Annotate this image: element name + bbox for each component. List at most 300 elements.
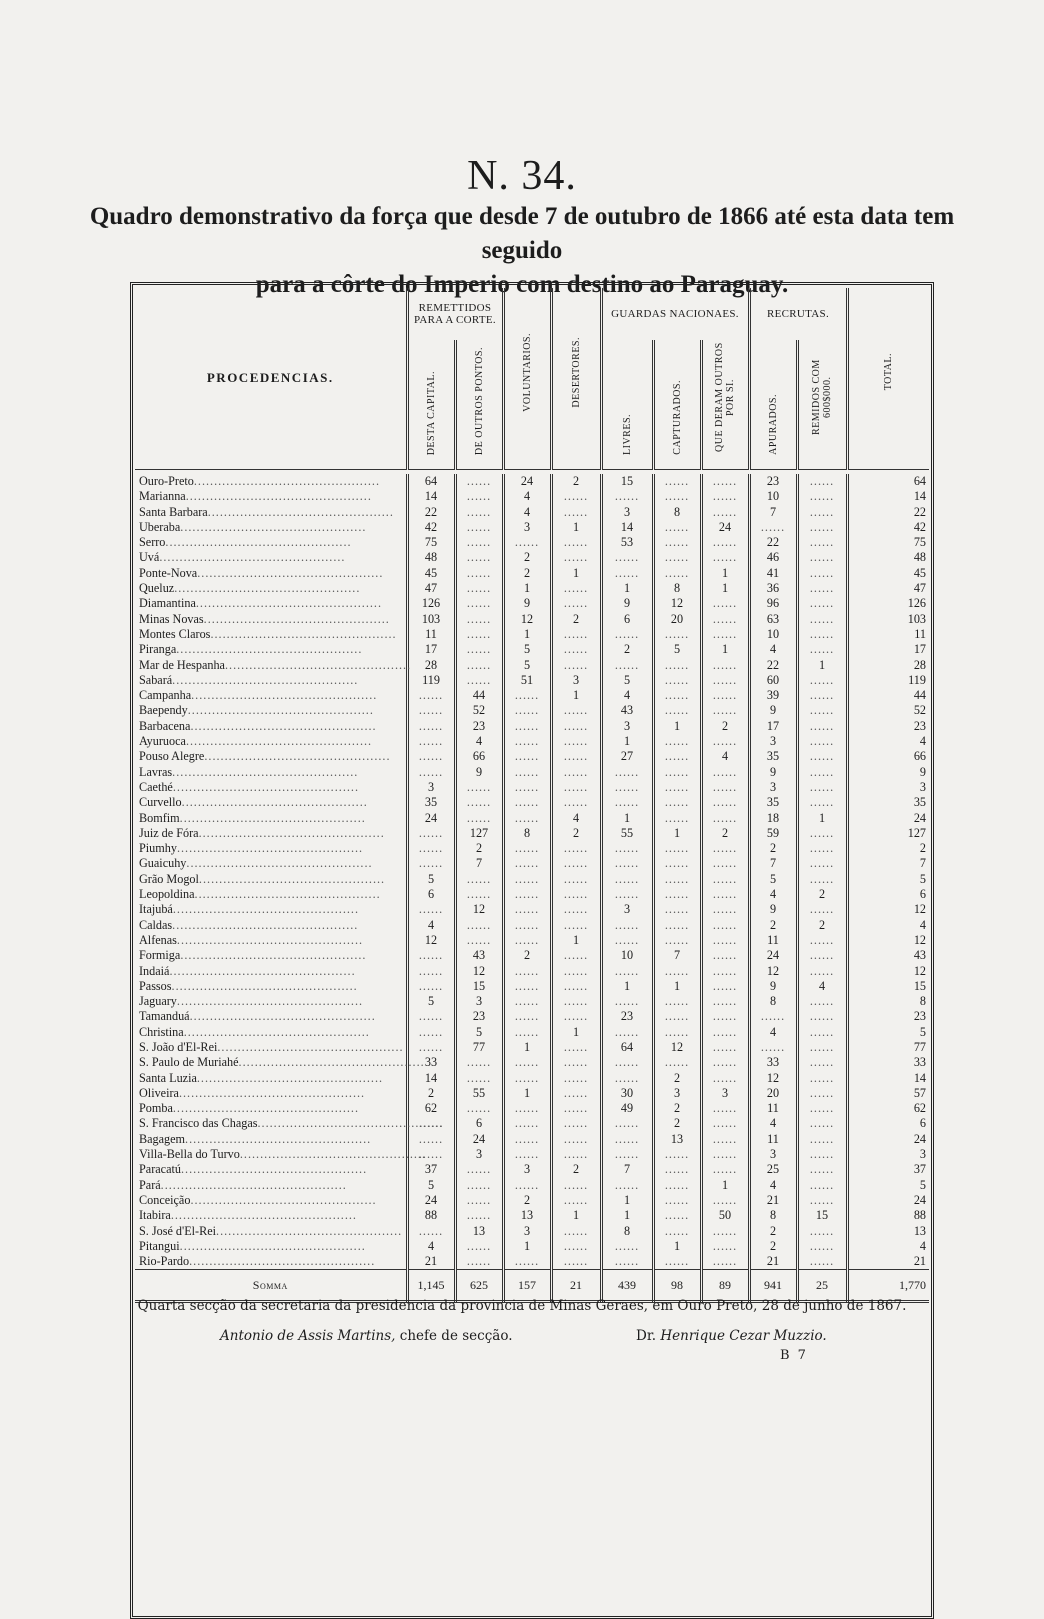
row-place: Marianna.............................................. [135, 489, 407, 504]
cell-apu: 9 [749, 765, 797, 780]
cell-apu: 4 [749, 1025, 797, 1040]
cell-capt [653, 1178, 701, 1193]
cell-out: 15 [455, 979, 503, 994]
table-row [135, 1009, 929, 1024]
cell-qd [701, 505, 749, 520]
cell-out [455, 933, 503, 948]
row-place: Oliveira.............................................. [135, 1086, 407, 1101]
cell-cap [407, 1009, 455, 1024]
cell-liv [601, 658, 653, 673]
cell-des [551, 918, 601, 933]
cell-des [551, 505, 601, 520]
cell-total: 33 [913, 1055, 926, 1070]
cell-des: 1 [551, 1025, 601, 1040]
cell-out: 3 [455, 1147, 503, 1162]
row-place: Itabira.............................................. [135, 1208, 407, 1223]
table-row [135, 1055, 929, 1070]
table-row [135, 1208, 929, 1223]
table-row [135, 918, 929, 933]
place-name: Jaguary [139, 994, 177, 1009]
cell-vol [503, 964, 551, 979]
cell-apu: 21 [749, 1193, 797, 1208]
table-row [135, 474, 929, 489]
cell-capt [653, 550, 701, 565]
cell-apu: 7 [749, 505, 797, 520]
row-place: Villa-Bella do Turvo.............................................. [135, 1147, 407, 1162]
cell-cap [407, 948, 455, 963]
cell-total: 3 [919, 1147, 926, 1162]
cell-out: 12 [455, 964, 503, 979]
cell-des [551, 550, 601, 565]
row-place: Caethé.............................................. [135, 780, 407, 795]
table-row [135, 1239, 929, 1254]
cell-cap: 28 [407, 658, 455, 673]
cell-capt: 5 [653, 642, 701, 657]
cell-capt [653, 658, 701, 673]
cell-liv: 2 [601, 642, 653, 657]
cell-rem [797, 1254, 847, 1270]
cell-out [455, 581, 503, 596]
cell-cap: 5 [407, 872, 455, 887]
cell-apu [749, 1040, 797, 1055]
place-name: Campanha [139, 688, 192, 703]
cell-rem [797, 596, 847, 611]
cell-out [455, 811, 503, 826]
cell-total: 4 [919, 734, 926, 749]
place-name: Ayuruoca [139, 734, 186, 749]
cell-qd [701, 1055, 749, 1070]
table-row [135, 489, 929, 504]
cell-capt: 8 [653, 505, 701, 520]
row-place: Passos.............................................. [135, 979, 407, 994]
livres-header: LIVRES. [621, 414, 633, 455]
cell-liv [601, 841, 653, 856]
cell-vol [503, 918, 551, 933]
cell-capt: 1 [653, 826, 701, 841]
cell-capt [653, 734, 701, 749]
place-name: Piumhy [139, 841, 177, 856]
cell-qd: 24 [701, 520, 749, 535]
table-row [135, 719, 929, 734]
cell-total: 44 [913, 688, 926, 703]
cell-liv: 43 [601, 703, 653, 718]
cell-qd [701, 979, 749, 994]
cell-cap: 3 [407, 780, 455, 795]
cell-qd: 4 [701, 749, 749, 764]
cell-rem [797, 734, 847, 749]
cell-des [551, 1224, 601, 1239]
cell-liv: 1 [601, 1208, 653, 1223]
cell-cap [407, 841, 455, 856]
cell-cap: 75 [407, 535, 455, 550]
cell-des [551, 1254, 601, 1270]
cell-total: 5 [919, 1177, 926, 1192]
place-name: Mar de Hespanha [139, 657, 225, 672]
cell-qd [701, 1132, 749, 1147]
cell-apu: 36 [749, 581, 797, 596]
table-row [135, 535, 929, 550]
cell-rem [797, 933, 847, 948]
cell-des [551, 780, 601, 795]
cell-capt [653, 902, 701, 917]
cell-apu: 4 [749, 1116, 797, 1131]
cell-capt [653, 765, 701, 780]
cell-cap: 4 [407, 1239, 455, 1254]
place-name: Villa-Bella do Turvo [139, 1147, 240, 1162]
cell-vol [503, 535, 551, 550]
cell-des [551, 994, 601, 1009]
row-place: Santa Barbara.............................................. [135, 505, 407, 520]
cell-des [551, 535, 601, 550]
cell-des [551, 887, 601, 902]
table-row [135, 1147, 929, 1162]
cell-des [551, 1116, 601, 1131]
cell-apu [749, 520, 797, 535]
row-place: Bomfim.............................................. [135, 811, 407, 826]
cell-qd [701, 1116, 749, 1131]
cell-liv [601, 1116, 653, 1131]
cell-des [551, 979, 601, 994]
cell-rem [797, 1101, 847, 1116]
place-name: Pitangui [139, 1238, 180, 1253]
cell-total: 11 [914, 626, 926, 641]
cell-capt [653, 1147, 701, 1162]
cell-total: 24 [913, 810, 926, 825]
cell-rem [797, 1086, 847, 1101]
place-name: S. Francisco das Chagas [139, 1116, 258, 1131]
table-row [135, 1162, 929, 1177]
cell-cap: 6 [407, 887, 455, 902]
cell-total: 8 [919, 994, 926, 1009]
place-name: Rio-Pardo [139, 1254, 190, 1269]
cell-liv: 1 [601, 581, 653, 596]
cell-out: 52 [455, 703, 503, 718]
somma-vol: 157 [503, 1270, 551, 1302]
cell-vol [503, 811, 551, 826]
cell-vol [503, 688, 551, 703]
cell-qd: 1 [701, 566, 749, 581]
voluntarios-header: VOLUNTARIOS. [521, 332, 533, 412]
table-row [135, 979, 929, 994]
table-row [135, 887, 929, 902]
table-row [135, 948, 929, 963]
cell-capt: 1 [653, 719, 701, 734]
place-name: Alfenas [139, 932, 177, 947]
cell-liv: 64 [601, 1040, 653, 1055]
cell-liv [601, 856, 653, 871]
cell-liv: 5 [601, 673, 653, 688]
cell-liv: 4 [601, 688, 653, 703]
cell-qd [701, 734, 749, 749]
cell-total: 47 [913, 581, 926, 596]
procedencias-header: PROCEDENCIAS. [206, 370, 334, 385]
row-place: Pomba.............................................. [135, 1101, 407, 1116]
cell-liv [601, 918, 653, 933]
cell-total: 17 [913, 642, 926, 657]
cell-liv [601, 1071, 653, 1086]
row-place: Serro.............................................. [135, 535, 407, 550]
row-place: S. Francisco das Chagas.............................................. [135, 1116, 407, 1131]
cell-liv [601, 1239, 653, 1254]
cell-total: 66 [913, 749, 926, 764]
cell-vol [503, 749, 551, 764]
cell-des [551, 1009, 601, 1024]
cell-qd [701, 780, 749, 795]
cell-total: 52 [913, 703, 926, 718]
cell-cap [407, 856, 455, 871]
place-name: S. João d'El-Rei [139, 1039, 218, 1054]
cell-cap [407, 734, 455, 749]
cell-des: 2 [551, 474, 601, 489]
cell-qd [701, 1009, 749, 1024]
cell-vol: 12 [503, 612, 551, 627]
cell-total: 12 [913, 902, 926, 917]
place-name: Santa Barbara [139, 504, 208, 519]
cell-cap: 5 [407, 1178, 455, 1193]
table-row [135, 703, 929, 718]
place-name: Caethé [139, 779, 173, 794]
cell-vol [503, 856, 551, 871]
cell-out: 44 [455, 688, 503, 703]
cell-vol [503, 994, 551, 1009]
cell-total: 5 [919, 871, 926, 886]
cell-rem [797, 520, 847, 535]
cell-vol: 24 [503, 474, 551, 489]
cell-out: 43 [455, 948, 503, 963]
de-outros-pontos-header: DE OUTROS PONTOS. [473, 346, 485, 455]
cell-vol: 1 [503, 1086, 551, 1101]
cell-cap: 103 [407, 612, 455, 627]
somma-rem: 25 [797, 1270, 847, 1302]
cell-rem [797, 765, 847, 780]
cell-vol: 51 [503, 673, 551, 688]
cell-des: 2 [551, 612, 601, 627]
place-name: Bagagem [139, 1131, 186, 1146]
cell-cap [407, 688, 455, 703]
place-name: Christina [139, 1024, 184, 1039]
place-name: Bomfim [139, 810, 180, 825]
row-place: Tamanduá.............................................. [135, 1009, 407, 1024]
place-name: Grão Mogol [139, 871, 199, 886]
cell-vol [503, 1178, 551, 1193]
cell-total: 23 [913, 718, 926, 733]
cell-cap: 35 [407, 795, 455, 810]
table-row [135, 688, 929, 703]
row-place: Barbacena.............................................. [135, 719, 407, 734]
cell-apu: 9 [749, 703, 797, 718]
cell-vol: 1 [503, 1239, 551, 1254]
cell-rem [797, 872, 847, 887]
cell-apu: 35 [749, 749, 797, 764]
cell-rem [797, 688, 847, 703]
cell-capt [653, 1224, 701, 1239]
cell-qd [701, 1193, 749, 1208]
cell-qd [701, 964, 749, 979]
cell-out: 23 [455, 1009, 503, 1024]
cell-des [551, 642, 601, 657]
cell-cap: 2 [407, 1086, 455, 1101]
cell-out [455, 596, 503, 611]
table-row [135, 964, 929, 979]
cell-vol: 4 [503, 489, 551, 504]
cell-qd [701, 1025, 749, 1040]
row-place: Rio-Pardo.............................................. [135, 1254, 407, 1270]
table-row [135, 1040, 929, 1055]
cell-qd [701, 1071, 749, 1086]
cell-liv: 15 [601, 474, 653, 489]
somma-liv: 439 [601, 1270, 653, 1302]
cell-out: 12 [455, 902, 503, 917]
cell-out: 2 [455, 841, 503, 856]
cell-liv: 53 [601, 535, 653, 550]
cell-des [551, 856, 601, 871]
cell-capt [653, 474, 701, 489]
cell-liv [601, 765, 653, 780]
somma-qd: 89 [701, 1270, 749, 1302]
cell-out: 127 [455, 826, 503, 841]
cell-out [455, 1254, 503, 1270]
cell-qd [701, 703, 749, 718]
cell-out [455, 887, 503, 902]
place-name: Juiz de Fóra [139, 825, 199, 840]
cell-apu: 22 [749, 535, 797, 550]
cell-out [455, 1239, 503, 1254]
place-name: Uvá [139, 550, 160, 565]
cell-apu: 8 [749, 1208, 797, 1223]
cell-total: 62 [913, 1101, 926, 1116]
cell-qd [701, 1101, 749, 1116]
row-place: Campanha.............................................. [135, 688, 407, 703]
cell-total: 5 [919, 1024, 926, 1039]
row-place: Ponte-Nova.............................................. [135, 566, 407, 581]
cell-apu: 8 [749, 994, 797, 1009]
cell-liv [601, 994, 653, 1009]
cell-liv: 55 [601, 826, 653, 841]
cell-liv: 1 [601, 979, 653, 994]
cell-cap: 5 [407, 994, 455, 1009]
row-place: Ayuruoca.............................................. [135, 734, 407, 749]
cell-rem [797, 795, 847, 810]
cell-liv: 6 [601, 612, 653, 627]
place-name: Curvello [139, 795, 182, 810]
cell-out: 13 [455, 1224, 503, 1239]
cell-vol: 13 [503, 1208, 551, 1223]
cell-des [551, 1178, 601, 1193]
cell-total: 12 [913, 932, 926, 947]
cell-apu: 59 [749, 826, 797, 841]
cell-liv [601, 550, 653, 565]
cell-rem [797, 902, 847, 917]
title-line-1: Quadro demonstrativo da força que desde 7 de outubro de 1866 até esta data tem seguido [89, 203, 955, 264]
row-place: Paracatú.............................................. [135, 1162, 407, 1177]
cell-des [551, 795, 601, 810]
cell-rem [797, 642, 847, 657]
cell-qd [701, 673, 749, 688]
table-row [135, 612, 929, 627]
cell-des: 3 [551, 673, 601, 688]
capturados-header: CAPTURADOS. [671, 380, 683, 455]
cell-apu: 63 [749, 612, 797, 627]
cell-des: 1 [551, 1208, 601, 1223]
cell-vol [503, 902, 551, 917]
cell-liv: 7 [601, 1162, 653, 1177]
cell-vol: 1 [503, 627, 551, 642]
cell-capt: 12 [653, 1040, 701, 1055]
table-row [135, 1101, 929, 1116]
table-row [135, 780, 929, 795]
cell-apu: 22 [749, 658, 797, 673]
row-place: Minas Novas.............................................. [135, 612, 407, 627]
cell-apu: 4 [749, 887, 797, 902]
table-row [135, 902, 929, 917]
cell-capt: 2 [653, 1071, 701, 1086]
cell-des [551, 719, 601, 734]
cell-liv [601, 1254, 653, 1270]
cell-rem [797, 1055, 847, 1070]
cell-liv [601, 1178, 653, 1193]
cell-apu: 39 [749, 688, 797, 703]
cell-total: 21 [913, 1254, 926, 1269]
cell-total: 6 [919, 1116, 926, 1131]
cell-capt: 2 [653, 1116, 701, 1131]
cell-rem [797, 505, 847, 520]
cell-out [455, 627, 503, 642]
cell-des [551, 765, 601, 780]
cell-des [551, 1071, 601, 1086]
table-row [135, 581, 929, 596]
row-place: Piranga.............................................. [135, 642, 407, 657]
cell-capt [653, 489, 701, 504]
place-name: Piranga [139, 642, 177, 657]
cell-qd [701, 765, 749, 780]
row-place: Guaicuhy.............................................. [135, 856, 407, 871]
cell-liv: 49 [601, 1101, 653, 1116]
cell-capt: 13 [653, 1132, 701, 1147]
cell-des [551, 841, 601, 856]
cell-total: 3 [919, 779, 926, 794]
cell-total: 12 [913, 963, 926, 978]
cell-vol [503, 1025, 551, 1040]
place-name: Marianna [139, 489, 186, 504]
table-row [135, 1132, 929, 1147]
row-place: S. José d'El-Rei.............................................. [135, 1224, 407, 1239]
cell-vol: 3 [503, 1162, 551, 1177]
cell-liv [601, 887, 653, 902]
cell-capt [653, 994, 701, 1009]
cell-total: 77 [913, 1039, 926, 1054]
cell-total: 88 [913, 1208, 926, 1223]
row-place: Queluz.............................................. [135, 581, 407, 596]
table-row [135, 994, 929, 1009]
cell-des [551, 1040, 601, 1055]
desertores-header: DESERTORES. [570, 336, 582, 408]
row-place: Pitangui.............................................. [135, 1239, 407, 1254]
cell-apu [749, 1009, 797, 1024]
cell-rem [797, 627, 847, 642]
cell-rem [797, 749, 847, 764]
cell-vol: 2 [503, 1193, 551, 1208]
cell-total: 13 [913, 1223, 926, 1238]
cell-cap [407, 1025, 455, 1040]
cell-qd [701, 658, 749, 673]
cell-cap [407, 979, 455, 994]
cell-cap [407, 1224, 455, 1239]
cell-total: 57 [913, 1085, 926, 1100]
cell-liv: 1 [601, 734, 653, 749]
cell-out [455, 566, 503, 581]
cell-cap: 62 [407, 1101, 455, 1116]
cell-vol: 3 [503, 520, 551, 535]
